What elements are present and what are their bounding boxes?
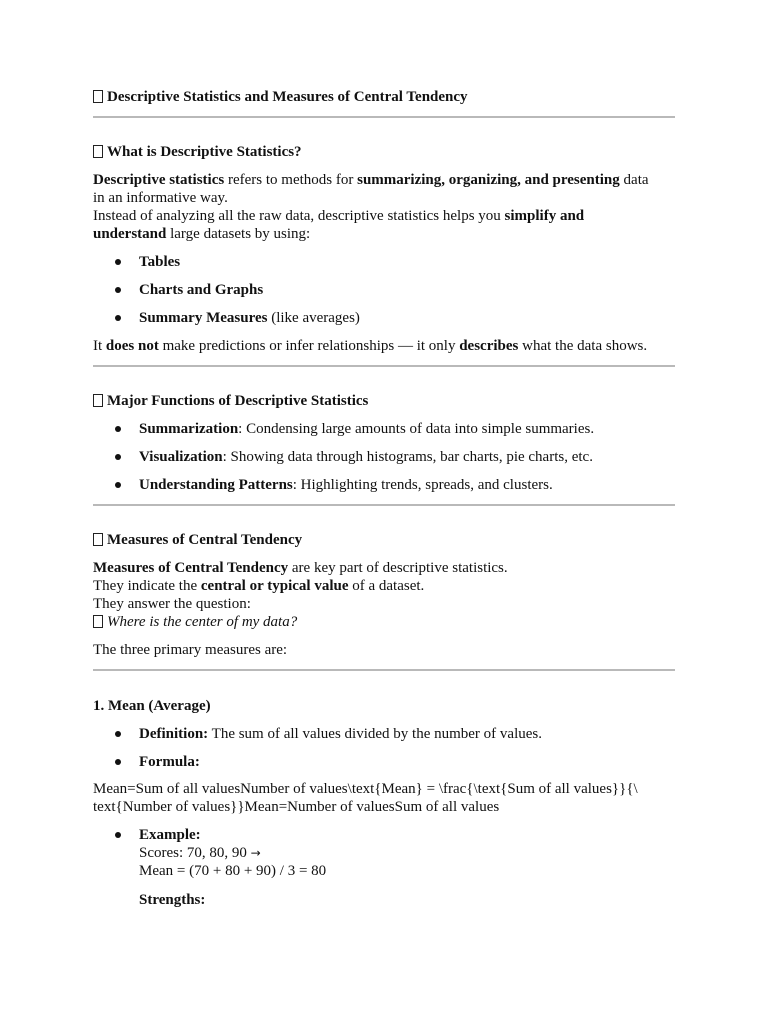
bullet-dot [115,832,121,838]
section-heading: 1. Mean (Average) [93,698,211,714]
missing-glyph-icon [93,145,103,158]
list-item: Summarization: Condensing large amounts of data into simple summaries. [139,421,595,437]
divider [93,116,675,118]
missing-glyph-icon [93,394,103,407]
list-item: Summary Measures (like averages) [139,310,360,326]
subheading: Strengths: [139,892,206,908]
list-item: Example: Scores: 70, 80, 90 → Mean = (70 + 80 + 90) / 3 = 80 [139,827,327,879]
missing-glyph-icon [93,615,103,628]
bullet-dot [115,454,121,460]
page-title: Descriptive Statistics and Measures of Central Tendency [93,88,683,106]
list-item: Tables [139,254,181,270]
list-item: Charts and Graphs [139,282,264,298]
divider [93,504,675,506]
list-item: Definition: The sum of all values divided by the number of values. [139,726,542,742]
bullet-dot [115,731,121,737]
bullet-dot [115,287,121,293]
list-item: Formula: [139,754,200,770]
list-item: Visualization: Showing data through histograms, bar charts, pie charts, etc. [139,449,593,465]
section-heading: Measures of Central Tendency [93,531,683,549]
paragraph: The three primary measures are: [93,642,288,658]
arrow-right-icon: → [250,846,261,860]
paragraph: Measures of Central Tendency are key part of descriptive statistics. They indicate the central or typical value of a dataset. They answer the question: Where is the center of my data? [93,560,508,630]
paragraph: Descriptive statistics refers to methods for summarizing, organizing, and presenting data in an informative way. Instead of analyzing all the raw data, descriptive statistics helps you simplify and understand large datasets by using: [93,172,649,242]
bullet-dot [115,759,121,765]
paragraph: It does not make predictions or infer relationships — it only describes what the data shows. [93,338,648,354]
bullet-dot [115,315,121,321]
section-heading: What is Descriptive Statistics? [93,143,683,161]
list-item: Understanding Patterns: Highlighting trends, spreads, and clusters. [139,477,553,493]
divider [93,669,675,671]
bullet-dot [115,482,121,488]
divider [93,365,675,367]
missing-glyph-icon [93,90,103,103]
formula-text: Mean=Sum of all valuesNumber of values\text{Mean} = \frac{\text{Sum of all values}}{\ text{Number of values}}Mean=Number of valuesSum of all values [93,781,638,815]
missing-glyph-icon [93,533,103,546]
section-heading: Major Functions of Descriptive Statistics [93,392,683,410]
bullet-dot [115,259,121,265]
bullet-dot [115,426,121,432]
